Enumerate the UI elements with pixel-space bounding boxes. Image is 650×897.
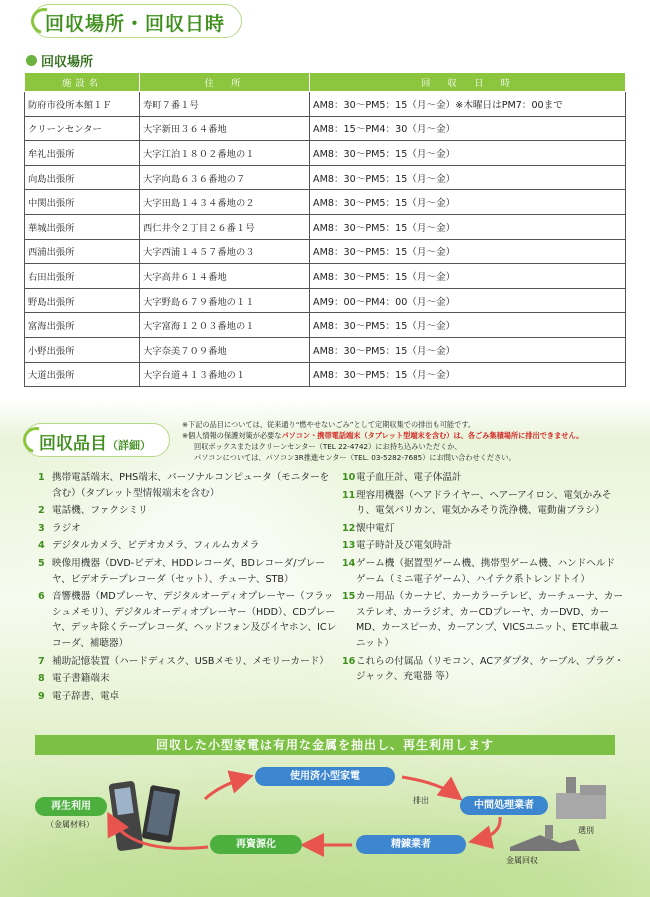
node-refiner: 精錬業者 — [356, 835, 466, 854]
item-text: 電子血圧計、電子体温計 — [356, 472, 462, 483]
hours-cell: AM8：30～PM5：15（月～金） — [310, 313, 626, 338]
list-item — [342, 521, 624, 537]
list-item — [342, 654, 624, 685]
item-number: 13 — [342, 540, 356, 552]
bullet-icon — [26, 55, 37, 66]
reuse-sub-label: （金属材料） — [46, 820, 94, 829]
item-number: 2 — [38, 505, 45, 517]
node-reuse: 再生利用 — [35, 797, 107, 816]
table-row — [25, 141, 626, 166]
list-item — [38, 689, 338, 705]
item-text: 電子書籍端末 — [52, 673, 110, 685]
item-text: 補助記憶装置（ハードディスク、USBメモリ、メモリーカード） — [52, 655, 329, 667]
table-row — [25, 337, 626, 362]
hours-cell: AM8：30～PM5：15（月～金） — [310, 214, 626, 239]
list-item — [342, 556, 624, 587]
table-row — [25, 116, 626, 141]
list-item — [342, 470, 624, 486]
facility-name-cell: 右田出張所 — [25, 264, 140, 289]
tablet-icon — [142, 785, 181, 843]
facility-name-cell: 牟礼出張所 — [25, 141, 140, 166]
node-recycling: 再資源化 — [210, 835, 302, 854]
sort-label: 選別 — [578, 826, 594, 835]
item-number: 5 — [38, 557, 45, 569]
address-cell: 寿町７番１号 — [140, 92, 310, 117]
table-row — [25, 165, 626, 190]
item-number: 6 — [38, 591, 45, 603]
hours-cell: AM8：30～PM5：15（月～金） — [310, 165, 626, 190]
item-number: 12 — [342, 522, 356, 534]
item-number: 10 — [342, 472, 356, 483]
facility-name-cell: 小野出張所 — [25, 337, 140, 362]
table-row — [25, 362, 626, 387]
metal-recovery-label: 金属回収 — [506, 856, 538, 865]
facility-name-cell: 野島出張所 — [25, 288, 140, 313]
facility-name-cell: 大道出張所 — [25, 362, 140, 387]
hours-cell: AM8：30～PM5：15（月～金） — [310, 264, 626, 289]
facility-name-cell: 中関出張所 — [25, 190, 140, 215]
table-row — [25, 239, 626, 264]
column-header: 施設名 — [25, 73, 140, 92]
list-item — [38, 556, 338, 587]
item-text: 映像用機器（DVD-ビデオ、HDDレコーダ、BDレコーダ/プレーヤ、ビデオテープレコーダ（セット）、チューナ、STB） — [52, 557, 325, 585]
item-text: 理容用機器（ヘアドライヤー、ヘアーアイロン、電気かみそり、電気バリカン、電気かみそり洗浄機、電動歯ブラシ） — [356, 489, 612, 517]
list-item — [38, 538, 338, 554]
item-text: デジタルカメラ、ビデオカメラ、フィルムカメラ — [52, 540, 260, 552]
list-item — [342, 488, 624, 519]
hours-cell: AM9：00～PM4：00（月～金） — [310, 288, 626, 313]
table-row — [25, 190, 626, 215]
recycle-flow-diagram — [0, 755, 650, 897]
table-header-row — [25, 73, 626, 92]
table-row — [25, 288, 626, 313]
item-text: 電話機、ファクシミリ — [52, 505, 148, 517]
facility-name-cell: 向島出張所 — [25, 165, 140, 190]
address-cell: 大字台道４１３番地の１ — [140, 362, 310, 387]
list-item — [38, 521, 338, 537]
table-row — [25, 313, 626, 338]
list-item — [38, 503, 338, 519]
item-text: ゲーム機（据置型ゲーム機、携帯型ゲーム機、ハンドヘルドゲーム（ミニ電子ゲーム）、ハイテク系トレンドトイ） — [356, 557, 616, 585]
list-item — [342, 538, 624, 554]
address-cell: 西仁井令２丁目２６番１号 — [140, 214, 310, 239]
item-text: カー用品（カーナビ、カーカラーテレビ、カーチューナ、カーステレオ、カーラジオ、カーCDプレーヤ、カーDVD、カーMD、カースピーカ、カーアンプ、VICSユニット、ETC車載ユニット） — [356, 591, 624, 649]
item-number: 8 — [38, 673, 45, 685]
item-text: 電子時計及び電気時計 — [356, 540, 452, 552]
factory-icon — [556, 777, 606, 819]
item-number: 1 — [38, 472, 45, 483]
node-intermediate-processor: 中間処理業者 — [460, 796, 548, 815]
column-header: 回 収 日 時 — [310, 73, 626, 92]
hours-cell: AM8：30～PM5：15（月～金） — [310, 141, 626, 166]
facility-name-cell: クリーンセンター — [25, 116, 140, 141]
page-title: 回収場所・回収日時 — [32, 4, 242, 38]
address-cell: 大字西浦１４５７番地の３ — [140, 239, 310, 264]
metal-pile-icon — [510, 825, 580, 851]
table-row — [25, 264, 626, 289]
facility-name-cell: 防府市役所本館１Ｆ — [25, 92, 140, 117]
table-row — [25, 92, 626, 117]
address-cell: 大字高井６１４番地 — [140, 264, 310, 289]
list-item — [38, 671, 338, 687]
facility-name-cell: 華城出張所 — [25, 214, 140, 239]
list-item — [38, 654, 338, 670]
item-number: 7 — [38, 655, 45, 667]
list-item — [342, 589, 624, 651]
item-number: 14 — [342, 557, 356, 569]
items-list — [24, 470, 625, 710]
arrow-icon — [402, 777, 458, 797]
item-text: ラジオ — [52, 522, 81, 534]
address-cell: 大字新田３６４番地 — [140, 116, 310, 141]
item-text: 携帯電話端末、PHS端末、パーソナルコンピュータ（モニターを含む）（タブレット型情報端末を含む） — [52, 472, 330, 499]
facility-name-cell: 西浦出張所 — [25, 239, 140, 264]
table-row — [25, 214, 626, 239]
item-text: 懐中電灯 — [356, 522, 395, 534]
address-cell: 大字富海１２０３番地の１ — [140, 313, 310, 338]
items-title: 回収品目（詳細） — [24, 423, 170, 457]
address-cell: 大字江泊１８０２番地の１ — [140, 141, 310, 166]
hours-cell: AM8：15～PM4：30（月～金） — [310, 116, 626, 141]
item-number: 15 — [342, 591, 356, 603]
item-text: 電子辞書、電卓 — [52, 690, 120, 702]
items-column-left — [38, 470, 338, 706]
list-item — [38, 470, 338, 501]
item-text: 音響機器（MDプレーヤ、デジタルオーディオプレーヤー（フラッシュメモリ）、デジタルオーディオプレーヤー（HDD）、CDプレーヤ、デッキ除くテープレコーダ、ヘッドフォン及びイヤホン、ICレコーダ、補聴器） — [52, 591, 337, 649]
item-number: 3 — [38, 522, 45, 534]
item-number: 16 — [342, 655, 356, 667]
hours-cell: AM8：30～PM5：15（月～金） — [310, 190, 626, 215]
item-text: これらの付属品（リモコン、ACアダプタ、ケーブル、プラグ・ジャック、充電器 等） — [356, 655, 624, 683]
locations-table — [24, 72, 626, 387]
hours-cell: AM8：30～PM5：15（月～金） — [310, 239, 626, 264]
locations-heading: 回収場所 — [26, 51, 93, 70]
hours-cell: AM8：30～PM5：15（月～金） — [310, 362, 626, 387]
facility-name-cell: 富海出張所 — [25, 313, 140, 338]
item-number: 9 — [38, 690, 45, 702]
node-used-appliances: 使用済小型家電 — [255, 767, 395, 786]
items-notes: ※下記の品目については、従来通り“燃やせないごみ”として定期収集での排出も可能です。 ※個人情報の保護対策が必要なパソコン・携帯電話端末（タブレット型端末を含む）は、各ごみ集積場所に排出できません。 回収ボックスまたはクリーンセンター（TEL 22-4742）にお持ち込みいただくか、 パソコンについては、パソコン3R推進センター（TEL. 03-5282-7685）にお問い合わせください。 — [182, 420, 584, 462]
item-number: 4 — [38, 540, 45, 552]
item-number: 11 — [342, 489, 356, 501]
address-cell: 大字野島６７９番地の１１ — [140, 288, 310, 313]
address-cell: 大字向島６３６番地の７ — [140, 165, 310, 190]
hours-cell: AM8：30～PM5：15（月～金） — [310, 337, 626, 362]
hours-cell: AM8：30～PM5：15（月～金）※木曜日はPM7：00まで — [310, 92, 626, 117]
list-item — [38, 589, 338, 651]
address-cell: 大字田島１４３４番地の２ — [140, 190, 310, 215]
recycle-banner: 回収した小型家電は有用な金属を抽出し、再生利用します — [35, 735, 615, 755]
discharge-label: 排出 — [413, 796, 429, 805]
column-header: 住 所 — [140, 73, 310, 92]
address-cell: 大字奈美７０９番地 — [140, 337, 310, 362]
items-column-right — [342, 470, 624, 687]
arrow-icon — [205, 777, 248, 799]
arrow-icon — [474, 817, 500, 841]
